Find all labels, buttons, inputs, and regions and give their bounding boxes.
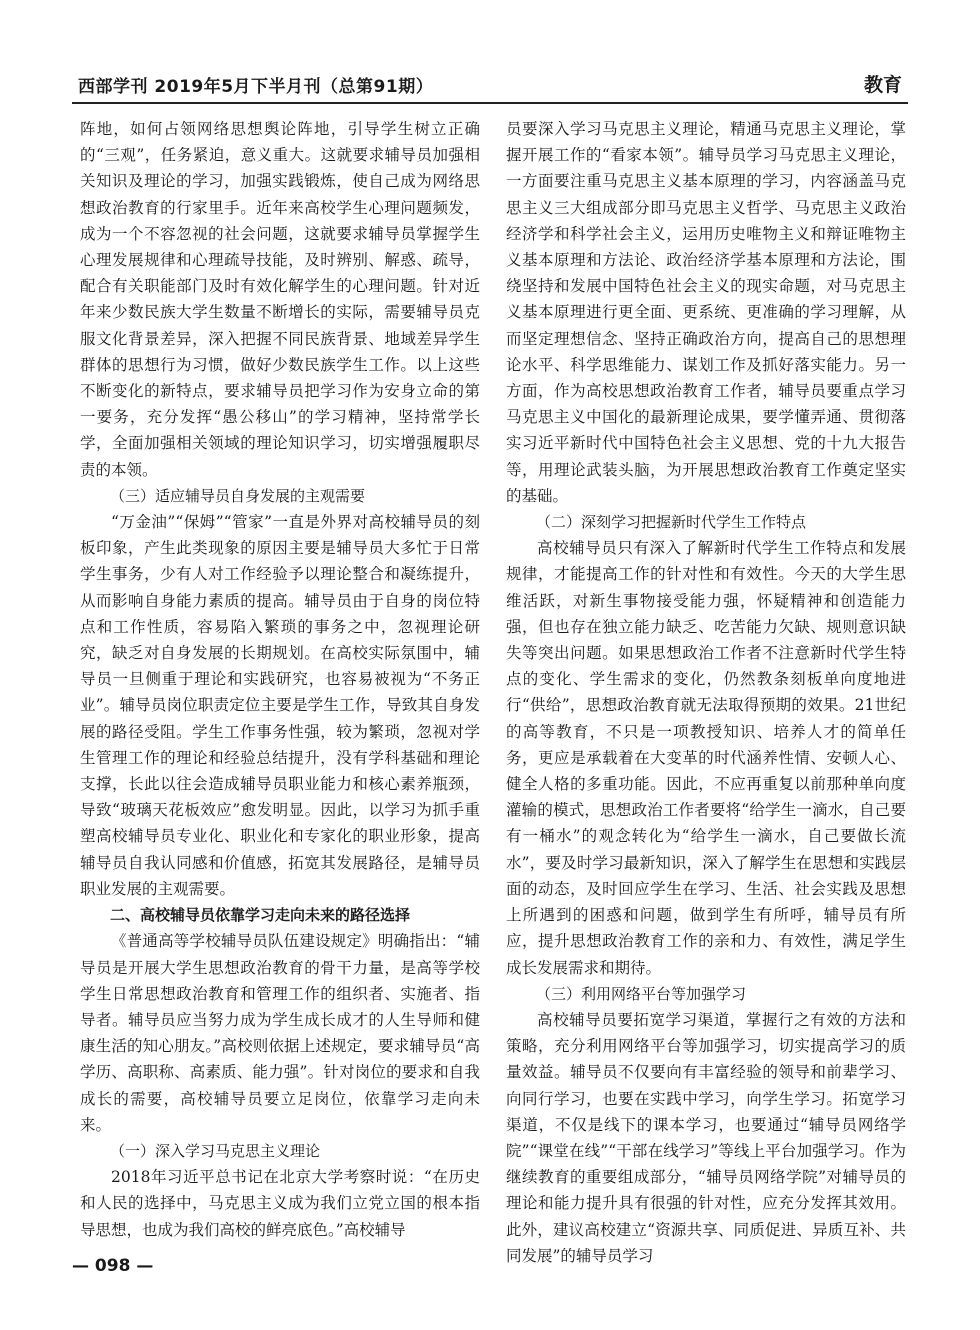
paragraph: 高校辅导员要拓宽学习渠道，掌握行之有效的方法和策略，充分利用网络平台等加强学习，切实提高学习的质量效益。辅导员不仅要向有丰富经验的领导和前辈学习、向同行学习，也要在实践中学习，向学生学习。拓宽学习渠道，不仅是线下的课本学习，也要通过“辅导员网络学院”“课堂在线”“干部在线学习”等线上平台加强学习。作为继续教育的重要组成部分，“辅导员网络学院”对辅导员的理论和能力提升具有很强的针对性，应充分发挥其效用。此外，建议高校建立“资源共享、同质促进、异质互补、共同发展”的辅导员学习 [506, 1010, 906, 1265]
paragraph: 2018年习近平总书记在北京大学考察时说：“在历史和人民的选择中，马克思主义成为我们立党立国的根本指导思想，也成为我们高校的鲜亮底色。”高校辅导 [80, 1168, 480, 1239]
paragraph: 员要深入学习马克思主义理论，精通马克思主义理论，掌握开展工作的“看家本领”。辅导员学习马克思主义理论，一方面要注重马克思主义基本原理的学习，内容涵盖马克思主义三大组成部分即马克思主义哲学、马克思主义政治经济学和科学社会主义，运用历史唯物主义和辩证唯物主义基本原理和方法论、政治经济学基本原理和方法论，围绕坚持和发展中国特色社会主义的现实命题，对马克思主义基本原理进行更全面、更系统、更准确的学习理解，从而坚定理想信念、坚持正确政治方向，提高自己的思想理论水平、科学思维能力、谋划工作及抓好落实能力。另一方面，作为高校思想政治教育工作者，辅导员要重点学习马克思主义中国化的最新理论成果，要学懂弄通、贯彻落实习近平新时代中国特色社会主义思想、党的十九大报告等，用理论武装头脑，为开展思想政治教育工作奠定坚实的基础。 [506, 120, 906, 505]
subheading: （二）深刻学习把握新时代学生工作特点 [536, 513, 807, 532]
right-column [506, 116, 906, 1269]
page-number: — 098 — [72, 1256, 154, 1276]
section-heading: 二、高校辅导员依靠学习走向未来的路径选择 [110, 906, 411, 925]
subheading: （一）深入学习马克思主义理论 [110, 1141, 321, 1160]
left-column [80, 116, 480, 1243]
paragraph: 《普通高等学校辅导员队伍建设规定》明确指出：“辅导员是开展大学生思想政治教育的骨干力量，是高等学校学生日常思想政治教育和管理工作的组织者、实施者、指导者。辅导员应当努力成为学生成长成才的人生导师和健康生活的知心朋友。”高校则依据上述规定，要求辅导员“高学历、高职称、高素质、能力强”。针对岗位的要求和自我成长的需要，高校辅导员要立足岗位，依靠学习走向未来。 [80, 932, 480, 1134]
paragraph: 阵地，如何占领网络思想舆论阵地，引导学生树立正确的“三观”，任务紧迫，意义重大。这就要求辅导员加强相关知识及理论的学习，加强实践锻炼，使自己成为网络思想政治教育的行家里手。近年来高校学生心理问题频发，成为一个不容忽视的社会问题，这就要求辅导员掌握学生心理发展规律和心理疏导技能，及时辨别、解惑、疏导，配合有关职能部门及时有效化解学生的心理问题。针对近年来少数民族大学生数量不断增长的实际，需要辅导员克服文化背景差异，深入把握不同民族背景、地域差异学生群体的思想行为习惯，做好少数民族学生工作。以上这些不断变化的新特点，要求辅导员把学习作为安身立命的第一要务，充分发挥“愚公移山”的学习精神，坚持常学长学，全面加强相关领域的理论知识学习，切实增强履职尽责的本领。 [80, 120, 480, 479]
journal-title: 西部学刊 2019年5月下半月刊（总第91期） [78, 77, 434, 97]
page-header [72, 68, 908, 104]
subheading: （三）适应辅导员自身发展的主观需要 [110, 486, 366, 505]
paragraph: 高校辅导员只有深入了解新时代学生工作特点和发展规律，才能提高工作的针对性和有效性。今天的大学生思维活跃，对新生事物接受能力强，怀疑精神和创造能力强，但也存在独立能力缺乏、吃苦能力欠缺、规则意识缺失等突出问题。如果思想政治工作者不注意新时代学生特点的变化、学生需求的变化，仍然教条刻板单向度地进行“供给”，思想政治教育就无法取得预期的效果。21世纪的高等教育，不只是一项教授知识、培养人才的简单任务，更应是承载着在大变革的时代涵养性情、安顿人心、健全人格的多重功能。因此，不应再重复以前那种单向度灌输的模式，思想政治工作者要将“给学生一滴水，自己要有一桶水”的观念转化为“给学生一滴水，自己要做长流水”，要及时学习最新知识，深入了解学生在思想和实践层面的动态，及时回应学生在学习、生活、社会实践及思想上所遇到的困惑和问题，做到学生有所呼，辅导员有所应，提升思想政治教育工作的亲和力、有效性，满足学生成长发展需求和期待。 [506, 539, 906, 977]
subheading: （三）利用网络平台等加强学习 [536, 984, 747, 1003]
section-tag: 教育 [863, 74, 902, 96]
paragraph: “万金油”“保姆”“管家”一直是外界对高校辅导员的刻板印象，产生此类现象的原因主要是辅导员大多忙于日常学生事务，少有人对工作经验予以理论整合和凝练提升，从而影响自身能力素质的提高。辅导员由于自身的岗位特点和工作性质，容易陷入繁琐的事务之中，忽视理论研究，缺乏对自身发展的长期规划。在高校实际氛围中，辅导员一旦侧重于理论和实践研究，也容易被视为“不务正业”。辅导员岗位职责定位主要是学生工作，导致其自身发展的路径受阻。学生工作事务性强，较为繁琐，忽视对学生管理工作的理论和经验总结提升，没有学科基础和理论支撑，长此以往会造成辅导员职业能力和核心素养瓶颈，导致“玻璃天花板效应”愈发明显。因此，以学习为抓手重塑高校辅导员专业化、职业化和专家化的职业形象，提高辅导员自我认同感和价值感，拓宽其发展路径，是辅导员职业发展的主观需要。 [80, 513, 480, 898]
